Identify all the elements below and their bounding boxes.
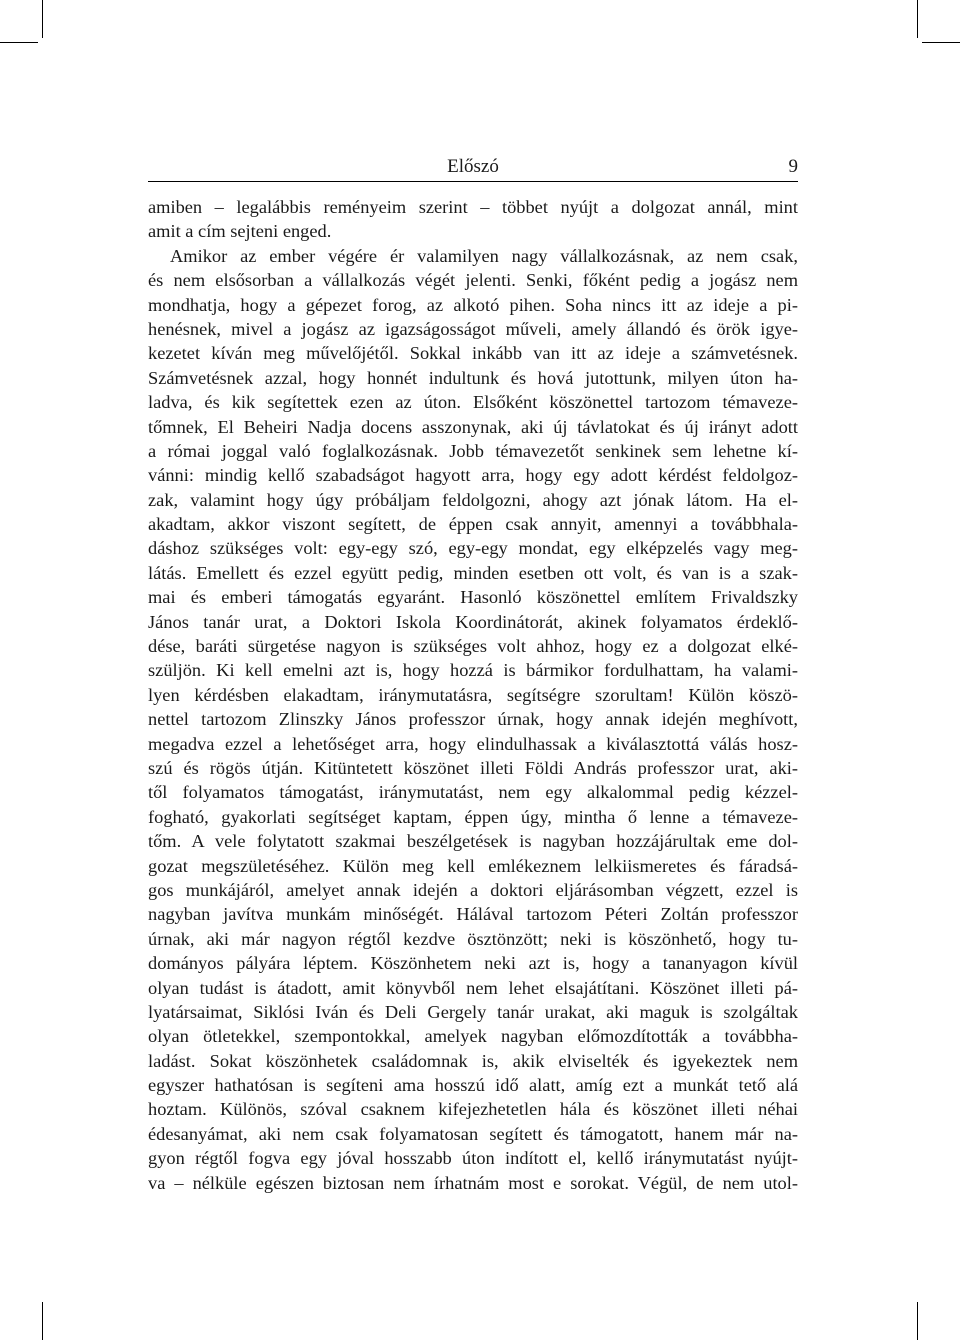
text-line: megadva ezzel a lehetőséget arra, hogy elindulhassak a kiválasztottá válás hosz-: [148, 733, 798, 754]
text-line: gos munkájáról, amelyet annak idején a doktori eljárásomban végzett, ezzel is: [148, 879, 798, 900]
crop-mark: [0, 42, 38, 43]
text-line: olyan tudást is átadott, amit könyvből nem lehet elsajátítani. Köszönet illeti pá-: [148, 977, 798, 998]
crop-mark: [917, 1302, 918, 1340]
text-line: amiben – legalábbis reményeim szerint – többet nyújt a dolgozat annál, mint: [148, 197, 798, 217]
page-number: 9: [788, 156, 798, 177]
text-line: dése, baráti sürgetése nagyon is szükséges volt ahhoz, hogy ez a dolgozat elké-: [148, 636, 798, 657]
text-line: tőm. A vele folytatott szakmai beszélgetések is nagyban hozzájárultak eme dol-: [148, 831, 798, 852]
text-line: henésnek, mivel a jogász az igazságosságot műveli, amely állandó és örök igye-: [148, 318, 798, 339]
text-line: Számvetésnek azzal, hogy honnét indultunk és hová jutottunk, milyen úton ha-: [148, 367, 798, 388]
text-line: amit a cím sejteni enged.: [148, 221, 332, 242]
text-line: gyon régtől fogva egy jóval hosszabb úton indított el, kellő iránymutatást nyújt-: [148, 1148, 798, 1169]
text-line: fogható, gyakorlati segítséget kaptam, éppen úgy, mintha ő lenne a témaveze-: [148, 806, 798, 827]
text-line: lyen kérdésben elakadtam, iránymutatásra, segítségre szorultam! Külön köszö-: [148, 684, 798, 705]
text-line: édesanyámat, aki nem csak folyamatosan segített és támogatott, hanem már na-: [148, 1123, 798, 1144]
text-line: látás. Emellett és ezzel együtt pedig, minden esetben ott volt, és van is a szak-: [148, 562, 798, 583]
text-line: kezetet kíván meg művelőjétől. Sokkal inkább van itt az ideje a számvetésnek.: [148, 343, 798, 364]
crop-mark: [922, 42, 960, 43]
text-line: zak, valamint hogy úgy próbáljam feldolgozni, ahogy azt jónak látom. Ha el-: [148, 489, 798, 510]
text-line: mai és emberi támogatás egyaránt. Hasonló köszönettel említem Frivaldszky: [148, 587, 798, 608]
text-line: mondhatja, hogy a gépezet forog, az alkotó pihen. Soha nincs itt az ideje a pi-: [148, 294, 798, 315]
text-line: akadtam, akkor viszont segített, de éppen csak annyit, amennyi a továbbhala-: [148, 514, 798, 535]
text-line: hoztam. Különös, szóval csaknem kifejezhetetlen hála és köszönet illeti néhai: [148, 1099, 798, 1120]
crop-mark: [42, 0, 43, 38]
text-line: Amikor az ember végére ér valamilyen nagy vállalkozásnak, az nem csak,: [170, 245, 798, 266]
text-line: gozat megszületéséhez. Külön meg kell emlékeznem lelkiismeretes és fáradsá-: [148, 855, 798, 876]
header-rule: [148, 181, 798, 182]
text-line: dáshoz szükséges volt: egy-egy szó, egy-egy mondat, egy elképzelés vagy meg-: [148, 538, 798, 559]
running-head: [148, 156, 798, 178]
text-line: vánni: mindig kellő szabadságot hagyott arra, hogy egy adott kérdést feldolgoz-: [148, 465, 798, 486]
text-line: dományos pályára léptem. Köszönhetem neki azt is, hogy a tananyagon kívül: [148, 953, 798, 974]
text-line: nettel tartozom Zlinszky János professzor úrnak, hogy annak idején meghívott,: [148, 709, 798, 730]
text-line: és nem elsősorban a vállalkozás végét jelenti. Senki, főként pedig a jogász nem: [148, 270, 798, 291]
body-text: [148, 195, 798, 1195]
text-line: tőmnek, El Beheiri Nadja docens asszonynak, aki új távlatokat és új irányt adott: [148, 416, 798, 437]
crop-mark: [42, 1302, 43, 1340]
text-line: úrnak, aki már nagyon régtől kezdve ösztönzött; neki is köszönhető, hogy tu-: [148, 928, 798, 949]
text-line: lyatársaimat, Siklósi Iván és Deli Gergely tanár urakat, aki maguk is szolgáltak: [148, 1001, 798, 1022]
text-line: szú és rögös útján. Kitüntetett köszönet illeti Földi András professzor urat, aki-: [148, 757, 798, 778]
text-line: János tanár urat, a Doktori Iskola Koordinátorát, akinek folyamatos érdeklő-: [148, 611, 798, 632]
crop-mark: [917, 0, 918, 38]
text-line: től folyamatos támogatást, iránymutatást, nem egy alkalommal pedig kézzel-: [148, 782, 798, 803]
text-line: nagyban javítva munkám minőségét. Hálával tartozom Péteri Zoltán professzor: [148, 904, 798, 925]
text-line: egyszer hathatósan is segíteni ama hosszú idő alatt, amíg ezt a munkát tető alá: [148, 1075, 798, 1096]
text-line: a római joggal való foglalkozásnak. Jobb témavezetőt senkinek sem lehetne kí-: [148, 440, 798, 461]
text-line: szüljön. Ki kell emelni azt is, hogy hozzá is bármikor fordulhattam, ha valami-: [148, 660, 798, 681]
text-line: olyan ötletekkel, szempontokkal, amelyek nagyban előmozdították a továbbha-: [148, 1026, 798, 1047]
chapter-title: Előszó: [447, 156, 499, 177]
text-line: ladva, és kik segítettek ezen az úton. Elsőként köszönettel tartozom témaveze-: [148, 392, 798, 413]
text-line: ladást. Sokat köszönhetek családomnak is, akik elviselték és igyekeztek nem: [148, 1050, 798, 1071]
text-line: va – nélküle egészen biztosan nem írhatnám most e sorokat. Végül, de nem utol-: [148, 1172, 798, 1193]
